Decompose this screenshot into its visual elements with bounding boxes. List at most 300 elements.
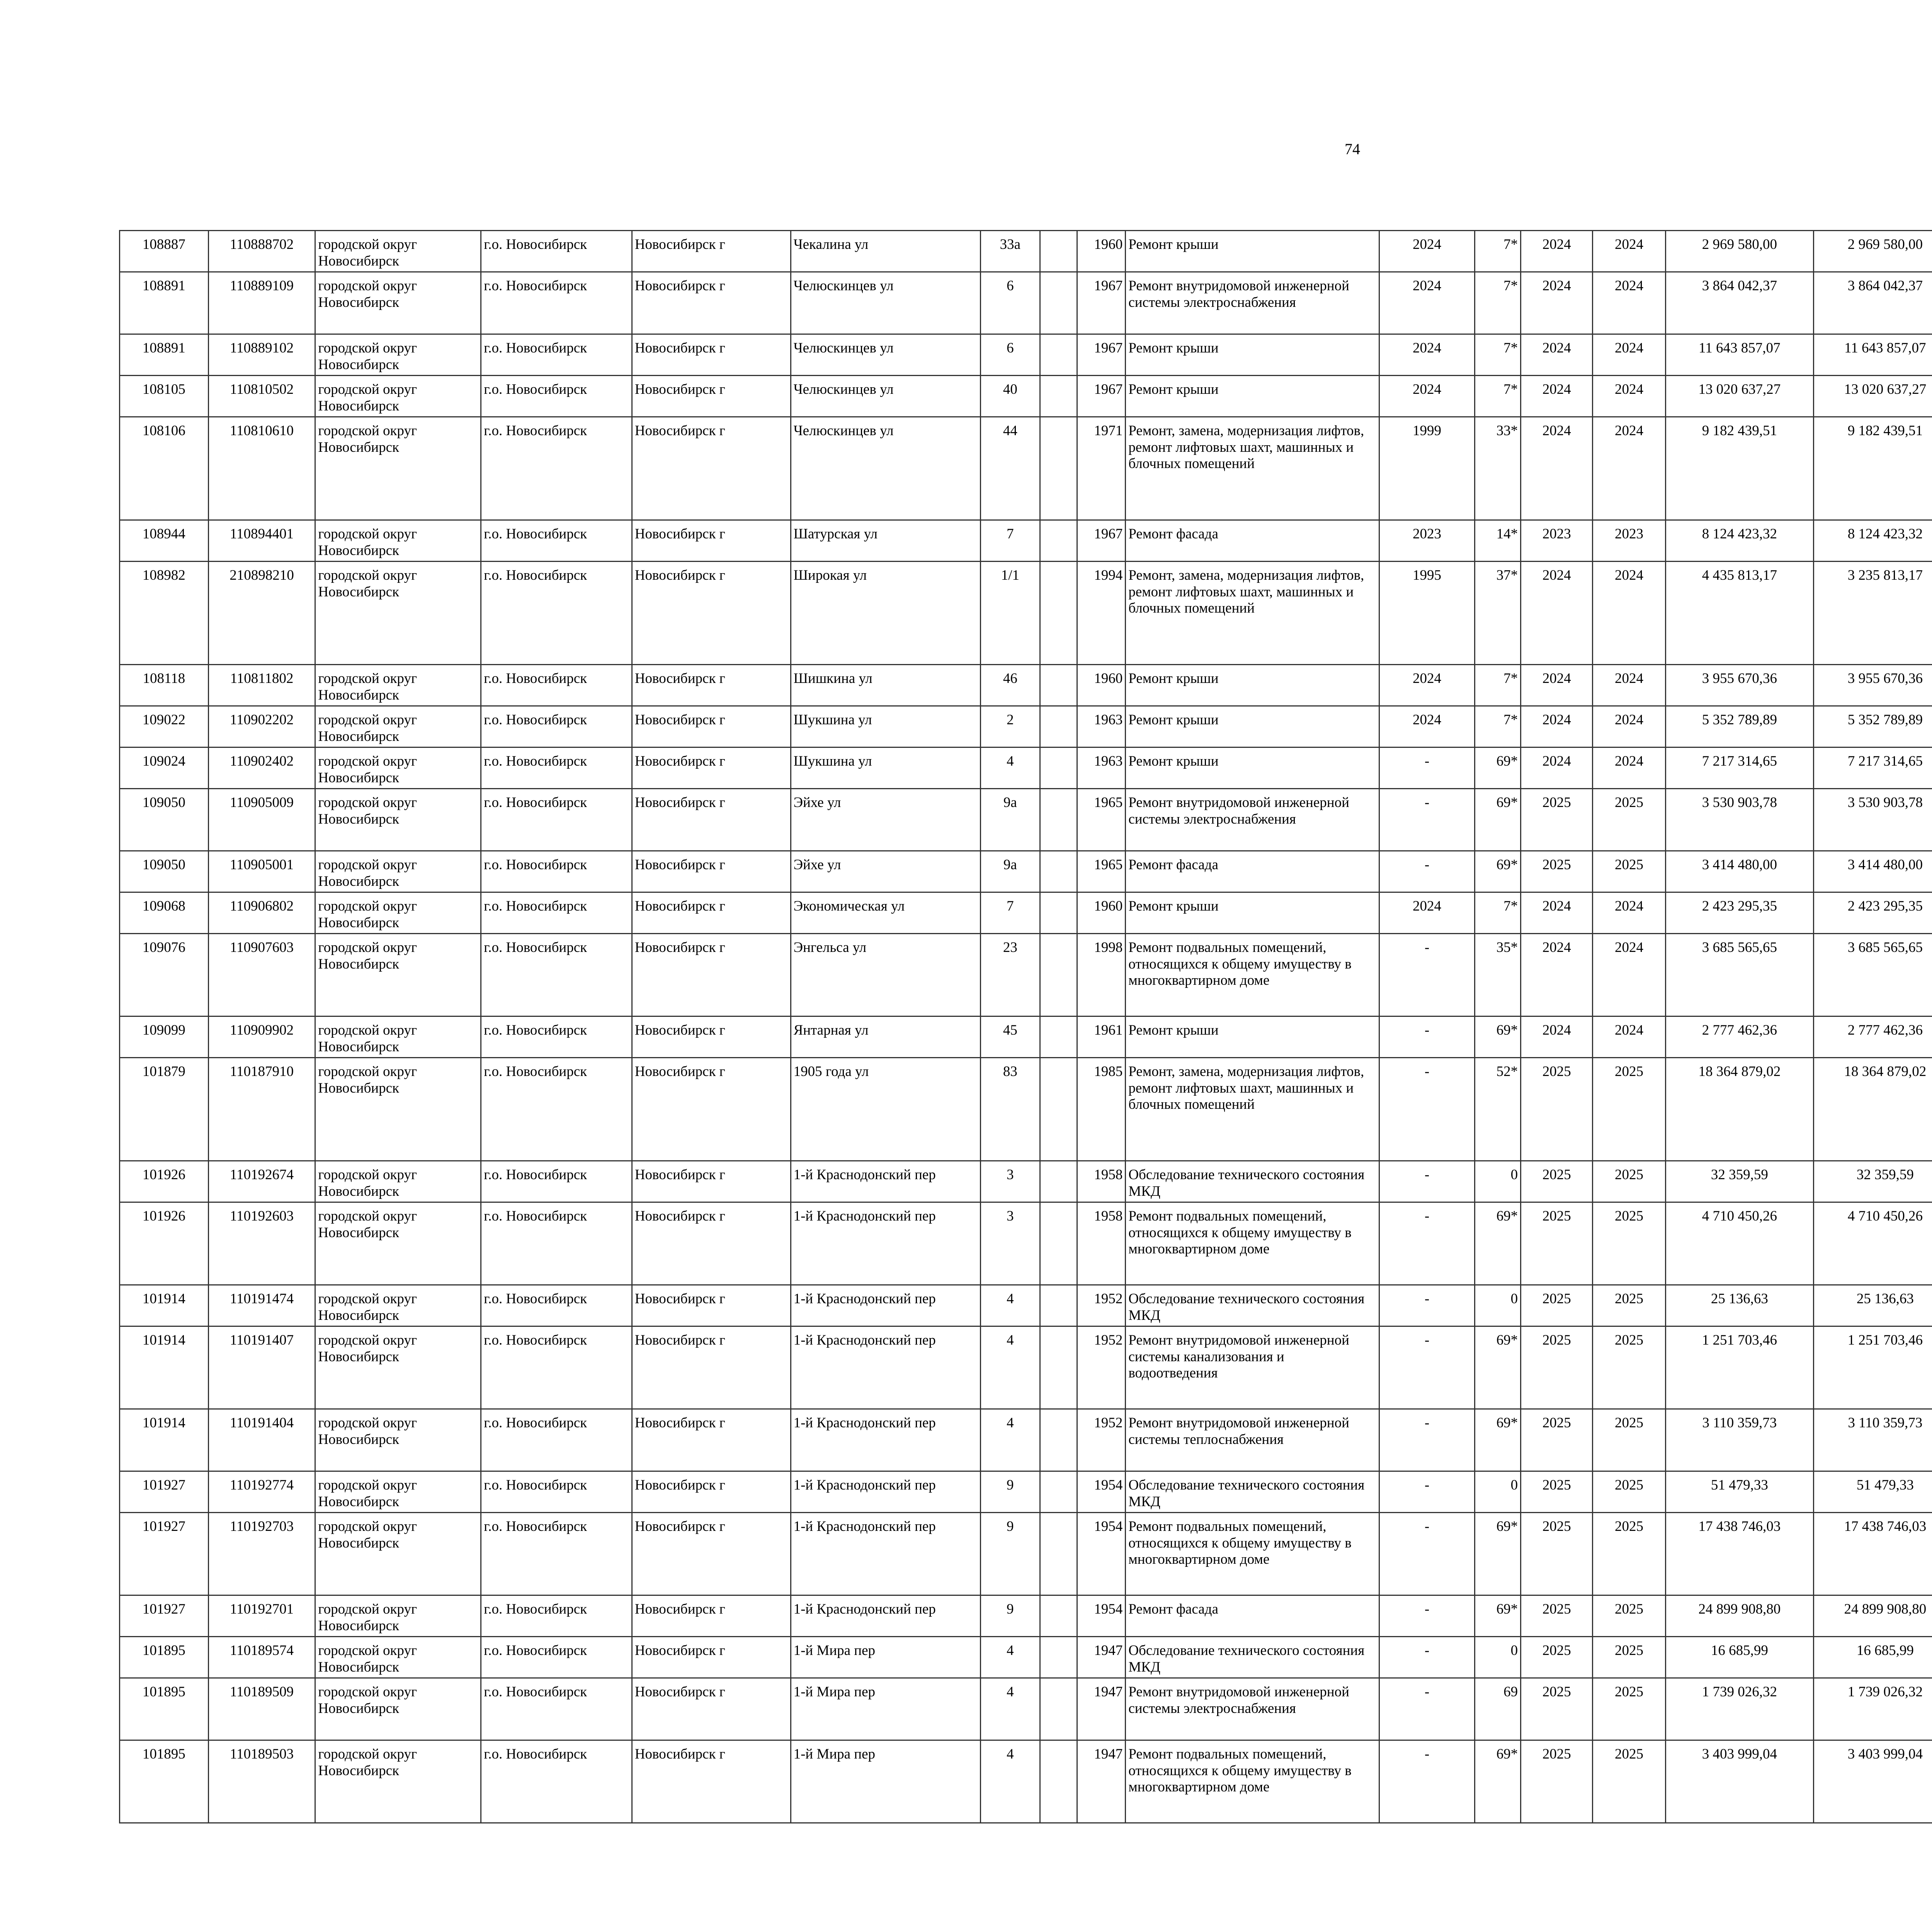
table-row <box>120 562 1932 665</box>
cell-municipality: городской округ Новосибирск <box>315 892 481 934</box>
cell-work-type: Обследование технического состояния МКД <box>1126 1471 1379 1513</box>
cell-locality: Новосибирск г <box>632 747 791 789</box>
cell-last-repair-year: - <box>1379 1161 1475 1202</box>
cell-locality: Новосибирск г <box>632 1409 791 1471</box>
cell-locality: Новосибирск г <box>632 1016 791 1058</box>
cell-planned-start-year: 2025 <box>1521 1740 1593 1823</box>
cell-house-code: 108982 <box>120 562 209 665</box>
cell-building <box>1040 334 1077 376</box>
cell-last-repair-year: 2023 <box>1379 520 1475 562</box>
cell-municipality: городской округ Новосибирск <box>315 334 481 376</box>
table-row <box>120 272 1932 334</box>
cell-work-type: Ремонт крыши <box>1126 706 1379 747</box>
table-row <box>120 1161 1932 1202</box>
cell-house-code: 108891 <box>120 272 209 334</box>
cell-owner-funds: 3 685 565,65 <box>1814 934 1932 1016</box>
cell-work-code: 110889109 <box>208 272 315 334</box>
cell-house-code: 101914 <box>120 1326 209 1409</box>
cell-municipality: городской округ Новосибирск <box>315 1161 481 1202</box>
cell-planned-end-year: 2024 <box>1593 231 1665 272</box>
cell-street: Эйхе ул <box>791 851 980 892</box>
cell-planned-end-year: 2025 <box>1593 1637 1665 1678</box>
cell-house-code: 101914 <box>120 1409 209 1471</box>
cell-work-code: 110187910 <box>208 1058 315 1161</box>
cell-year-built: 1952 <box>1077 1326 1126 1409</box>
cell-year-built: 1960 <box>1077 892 1126 934</box>
cell-settlement-short: г.о. Новосибирск <box>481 376 632 417</box>
cell-settlement-short: г.о. Новосибирск <box>481 417 632 520</box>
cell-standard-term: 0 <box>1475 1285 1521 1326</box>
cell-building <box>1040 1678 1077 1740</box>
cell-house-code: 108891 <box>120 334 209 376</box>
cell-year-built: 1947 <box>1077 1637 1126 1678</box>
cell-building <box>1040 272 1077 334</box>
cell-planned-end-year: 2024 <box>1593 334 1665 376</box>
cell-house-code: 109099 <box>120 1016 209 1058</box>
cell-locality: Новосибирск г <box>632 231 791 272</box>
cell-work-type: Ремонт крыши <box>1126 747 1379 789</box>
cell-house-code: 101926 <box>120 1202 209 1285</box>
cell-building <box>1040 1740 1077 1823</box>
cell-planned-start-year: 2024 <box>1521 706 1593 747</box>
cell-settlement-short: г.о. Новосибирск <box>481 789 632 851</box>
cell-building <box>1040 789 1077 851</box>
cell-house-code: 101895 <box>120 1740 209 1823</box>
cell-house-code: 109068 <box>120 892 209 934</box>
cell-last-repair-year: - <box>1379 1740 1475 1823</box>
cell-work-code: 110894401 <box>208 520 315 562</box>
table-row <box>120 334 1932 376</box>
table-row <box>120 1513 1932 1595</box>
cell-standard-term: 69* <box>1475 1326 1521 1409</box>
cell-total-cost: 16 685,99 <box>1665 1637 1814 1678</box>
cell-building <box>1040 417 1077 520</box>
table-row <box>120 417 1932 520</box>
cell-planned-start-year: 2024 <box>1521 892 1593 934</box>
cell-municipality: городской округ Новосибирск <box>315 1637 481 1678</box>
cell-standard-term: 7* <box>1475 376 1521 417</box>
cell-settlement-short: г.о. Новосибирск <box>481 1678 632 1740</box>
table-row <box>120 1058 1932 1161</box>
cell-work-type: Ремонт, замена, модернизация лифтов, ремонт лифтовых шахт, машинных и блочных помещений <box>1126 562 1379 665</box>
cell-work-type: Ремонт, замена, модернизация лифтов, ремонт лифтовых шахт, машинных и блочных помещений <box>1126 417 1379 520</box>
cell-house-code: 108944 <box>120 520 209 562</box>
cell-year-built: 1954 <box>1077 1471 1126 1513</box>
cell-standard-term: 35* <box>1475 934 1521 1016</box>
cell-house-number: 9а <box>980 789 1040 851</box>
cell-municipality: городской округ Новосибирск <box>315 851 481 892</box>
cell-street: Челюскинцев ул <box>791 272 980 334</box>
cell-owner-funds: 3 403 999,04 <box>1814 1740 1932 1823</box>
cell-year-built: 1967 <box>1077 520 1126 562</box>
cell-work-code: 110909902 <box>208 1016 315 1058</box>
table-row <box>120 376 1932 417</box>
cell-planned-start-year: 2025 <box>1521 1058 1593 1161</box>
cell-owner-funds: 11 643 857,07 <box>1814 334 1932 376</box>
cell-work-code: 110191407 <box>208 1326 315 1409</box>
cell-total-cost: 8 124 423,32 <box>1665 520 1814 562</box>
cell-owner-funds: 8 124 423,32 <box>1814 520 1932 562</box>
cell-house-code: 109050 <box>120 789 209 851</box>
cell-total-cost: 2 777 462,36 <box>1665 1016 1814 1058</box>
cell-last-repair-year: - <box>1379 1595 1475 1637</box>
table-row <box>120 1595 1932 1637</box>
cell-work-type: Ремонт, замена, модернизация лифтов, ремонт лифтовых шахт, машинных и блочных помещений <box>1126 1058 1379 1161</box>
cell-standard-term: 0 <box>1475 1471 1521 1513</box>
cell-total-cost: 4 435 813,17 <box>1665 562 1814 665</box>
cell-house-number: 33а <box>980 231 1040 272</box>
cell-municipality: городской округ Новосибирск <box>315 1595 481 1637</box>
cell-planned-end-year: 2025 <box>1593 1058 1665 1161</box>
cell-standard-term: 52* <box>1475 1058 1521 1161</box>
cell-last-repair-year: 2024 <box>1379 231 1475 272</box>
cell-total-cost: 3 403 999,04 <box>1665 1740 1814 1823</box>
cell-planned-end-year: 2025 <box>1593 851 1665 892</box>
cell-owner-funds: 3 110 359,73 <box>1814 1409 1932 1471</box>
cell-house-code: 109050 <box>120 851 209 892</box>
cell-street: Шукшина ул <box>791 747 980 789</box>
cell-building <box>1040 1202 1077 1285</box>
table-body <box>120 231 1932 1823</box>
cell-standard-term: 7* <box>1475 272 1521 334</box>
cell-planned-start-year: 2025 <box>1521 1161 1593 1202</box>
cell-last-repair-year: - <box>1379 1058 1475 1161</box>
cell-work-type: Ремонт внутридомовой инженерной системы теплоснабжения <box>1126 1409 1379 1471</box>
cell-building <box>1040 1637 1077 1678</box>
cell-street: Эйхе ул <box>791 789 980 851</box>
cell-owner-funds: 24 899 908,80 <box>1814 1595 1932 1637</box>
cell-work-code: 110189574 <box>208 1637 315 1678</box>
cell-year-built: 1960 <box>1077 231 1126 272</box>
cell-street: Челюскинцев ул <box>791 376 980 417</box>
cell-building <box>1040 706 1077 747</box>
cell-street: Шишкина ул <box>791 665 980 706</box>
cell-house-number: 4 <box>980 1678 1040 1740</box>
cell-house-code: 101926 <box>120 1161 209 1202</box>
cell-work-type: Ремонт фасада <box>1126 1595 1379 1637</box>
cell-settlement-short: г.о. Новосибирск <box>481 1285 632 1326</box>
cell-municipality: городской округ Новосибирск <box>315 417 481 520</box>
cell-standard-term: 0 <box>1475 1637 1521 1678</box>
cell-house-code: 101914 <box>120 1285 209 1326</box>
cell-house-number: 40 <box>980 376 1040 417</box>
cell-owner-funds: 13 020 637,27 <box>1814 376 1932 417</box>
cell-standard-term: 7* <box>1475 665 1521 706</box>
cell-building <box>1040 1016 1077 1058</box>
cell-last-repair-year: 2024 <box>1379 376 1475 417</box>
cell-owner-funds: 3 530 903,78 <box>1814 789 1932 851</box>
cell-planned-end-year: 2025 <box>1593 1409 1665 1471</box>
cell-year-built: 1994 <box>1077 562 1126 665</box>
cell-street: 1-й Мира пер <box>791 1740 980 1823</box>
table-row <box>120 665 1932 706</box>
cell-work-type: Ремонт подвальных помещений, относящихся к общему имуществу в многоквартирном доме <box>1126 934 1379 1016</box>
cell-owner-funds: 32 359,59 <box>1814 1161 1932 1202</box>
cell-street: Челюскинцев ул <box>791 334 980 376</box>
cell-locality: Новосибирск г <box>632 1678 791 1740</box>
cell-settlement-short: г.о. Новосибирск <box>481 1016 632 1058</box>
cell-house-code: 101895 <box>120 1637 209 1678</box>
cell-planned-start-year: 2024 <box>1521 272 1593 334</box>
cell-total-cost: 32 359,59 <box>1665 1161 1814 1202</box>
cell-house-number: 9 <box>980 1595 1040 1637</box>
cell-planned-end-year: 2025 <box>1593 1678 1665 1740</box>
cell-house-number: 45 <box>980 1016 1040 1058</box>
cell-locality: Новосибирск г <box>632 1285 791 1326</box>
cell-total-cost: 3 864 042,37 <box>1665 272 1814 334</box>
cell-work-code: 110811802 <box>208 665 315 706</box>
cell-locality: Новосибирск г <box>632 520 791 562</box>
cell-work-type: Ремонт крыши <box>1126 892 1379 934</box>
cell-street: Широкая ул <box>791 562 980 665</box>
cell-settlement-short: г.о. Новосибирск <box>481 747 632 789</box>
cell-planned-start-year: 2025 <box>1521 1513 1593 1595</box>
cell-house-number: 7 <box>980 520 1040 562</box>
cell-total-cost: 18 364 879,02 <box>1665 1058 1814 1161</box>
cell-street: 1-й Краснодонский пер <box>791 1513 980 1595</box>
cell-building <box>1040 665 1077 706</box>
cell-work-code: 110189503 <box>208 1740 315 1823</box>
cell-settlement-short: г.о. Новосибирск <box>481 272 632 334</box>
cell-building <box>1040 892 1077 934</box>
cell-standard-term: 7* <box>1475 231 1521 272</box>
cell-planned-end-year: 2025 <box>1593 1513 1665 1595</box>
cell-standard-term: 69* <box>1475 1409 1521 1471</box>
cell-street: 1905 года ул <box>791 1058 980 1161</box>
cell-settlement-short: г.о. Новосибирск <box>481 892 632 934</box>
cell-house-number: 9 <box>980 1471 1040 1513</box>
cell-last-repair-year: - <box>1379 1678 1475 1740</box>
cell-house-code: 101927 <box>120 1595 209 1637</box>
cell-planned-start-year: 2024 <box>1521 231 1593 272</box>
table-row <box>120 851 1932 892</box>
cell-street: Экономическая ул <box>791 892 980 934</box>
cell-municipality: городской округ Новосибирск <box>315 562 481 665</box>
cell-total-cost: 25 136,63 <box>1665 1285 1814 1326</box>
cell-work-type: Ремонт крыши <box>1126 231 1379 272</box>
cell-house-number: 9а <box>980 851 1040 892</box>
table-row <box>120 1471 1932 1513</box>
table-row <box>120 1326 1932 1409</box>
cell-settlement-short: г.о. Новосибирск <box>481 1058 632 1161</box>
cell-locality: Новосибирск г <box>632 334 791 376</box>
cell-year-built: 1967 <box>1077 376 1126 417</box>
table-row <box>120 789 1932 851</box>
cell-total-cost: 11 643 857,07 <box>1665 334 1814 376</box>
cell-last-repair-year: - <box>1379 851 1475 892</box>
cell-work-code: 110889102 <box>208 334 315 376</box>
cell-owner-funds: 17 438 746,03 <box>1814 1513 1932 1595</box>
cell-locality: Новосибирск г <box>632 665 791 706</box>
cell-planned-end-year: 2025 <box>1593 1202 1665 1285</box>
cell-owner-funds: 3 955 670,36 <box>1814 665 1932 706</box>
cell-total-cost: 3 685 565,65 <box>1665 934 1814 1016</box>
cell-municipality: городской округ Новосибирск <box>315 376 481 417</box>
cell-building <box>1040 520 1077 562</box>
cell-building <box>1040 562 1077 665</box>
cell-building <box>1040 231 1077 272</box>
cell-last-repair-year: - <box>1379 1637 1475 1678</box>
cell-owner-funds: 25 136,63 <box>1814 1285 1932 1326</box>
cell-settlement-short: г.о. Новосибирск <box>481 1637 632 1678</box>
cell-owner-funds: 3 864 042,37 <box>1814 272 1932 334</box>
cell-municipality: городской округ Новосибирск <box>315 1326 481 1409</box>
cell-locality: Новосибирск г <box>632 789 791 851</box>
cell-planned-start-year: 2025 <box>1521 1409 1593 1471</box>
cell-work-type: Ремонт внутридомовой инженерной системы электроснабжения <box>1126 789 1379 851</box>
cell-year-built: 1965 <box>1077 789 1126 851</box>
cell-settlement-short: г.о. Новосибирск <box>481 1740 632 1823</box>
cell-year-built: 1985 <box>1077 1058 1126 1161</box>
cell-standard-term: 7* <box>1475 706 1521 747</box>
cell-year-built: 1947 <box>1077 1740 1126 1823</box>
cell-house-number: 4 <box>980 747 1040 789</box>
cell-street: Энгельса ул <box>791 934 980 1016</box>
cell-year-built: 1998 <box>1077 934 1126 1016</box>
cell-municipality: городской округ Новосибирск <box>315 1058 481 1161</box>
cell-settlement-short: г.о. Новосибирск <box>481 1202 632 1285</box>
cell-building <box>1040 376 1077 417</box>
cell-owner-funds: 7 217 314,65 <box>1814 747 1932 789</box>
cell-work-code: 110905001 <box>208 851 315 892</box>
cell-planned-start-year: 2024 <box>1521 334 1593 376</box>
cell-year-built: 1960 <box>1077 665 1126 706</box>
cell-work-code: 110902202 <box>208 706 315 747</box>
cell-house-number: 6 <box>980 334 1040 376</box>
cell-owner-funds: 1 251 703,46 <box>1814 1326 1932 1409</box>
cell-work-code: 110810610 <box>208 417 315 520</box>
cell-standard-term: 69* <box>1475 1740 1521 1823</box>
cell-planned-start-year: 2025 <box>1521 851 1593 892</box>
cell-house-code: 109024 <box>120 747 209 789</box>
cell-standard-term: 7* <box>1475 334 1521 376</box>
cell-standard-term: 69 <box>1475 1678 1521 1740</box>
table-row <box>120 1285 1932 1326</box>
cell-locality: Новосибирск г <box>632 934 791 1016</box>
cell-work-type: Ремонт крыши <box>1126 665 1379 706</box>
cell-municipality: городской округ Новосибирск <box>315 1409 481 1471</box>
cell-settlement-short: г.о. Новосибирск <box>481 562 632 665</box>
cell-work-type: Обследование технического состояния МКД <box>1126 1637 1379 1678</box>
cell-house-number: 4 <box>980 1409 1040 1471</box>
cell-settlement-short: г.о. Новосибирск <box>481 1326 632 1409</box>
cell-total-cost: 3 530 903,78 <box>1665 789 1814 851</box>
cell-year-built: 1954 <box>1077 1595 1126 1637</box>
cell-building <box>1040 1513 1077 1595</box>
page-number: 74 <box>1345 140 1360 158</box>
cell-settlement-short: г.о. Новосибирск <box>481 520 632 562</box>
cell-work-code: 110189509 <box>208 1678 315 1740</box>
cell-standard-term: 14* <box>1475 520 1521 562</box>
cell-owner-funds: 1 739 026,32 <box>1814 1678 1932 1740</box>
cell-municipality: городской округ Новосибирск <box>315 1471 481 1513</box>
cell-planned-start-year: 2023 <box>1521 520 1593 562</box>
cell-last-repair-year: - <box>1379 1326 1475 1409</box>
table-row <box>120 747 1932 789</box>
cell-total-cost: 9 182 439,51 <box>1665 417 1814 520</box>
cell-year-built: 1963 <box>1077 706 1126 747</box>
cell-total-cost: 1 739 026,32 <box>1665 1678 1814 1740</box>
cell-last-repair-year: 1999 <box>1379 417 1475 520</box>
cell-building <box>1040 1285 1077 1326</box>
cell-street: 1-й Мира пер <box>791 1678 980 1740</box>
cell-last-repair-year: 2024 <box>1379 706 1475 747</box>
cell-total-cost: 3 955 670,36 <box>1665 665 1814 706</box>
cell-house-code: 109076 <box>120 934 209 1016</box>
cell-street: 1-й Краснодонский пер <box>791 1471 980 1513</box>
cell-house-number: 7 <box>980 892 1040 934</box>
cell-work-type: Ремонт подвальных помещений, относящихся к общему имуществу в многоквартирном доме <box>1126 1740 1379 1823</box>
cell-house-number: 4 <box>980 1740 1040 1823</box>
cell-last-repair-year: 2024 <box>1379 892 1475 934</box>
cell-total-cost: 2 423 295,35 <box>1665 892 1814 934</box>
cell-work-code: 110907603 <box>208 934 315 1016</box>
cell-last-repair-year: - <box>1379 1202 1475 1285</box>
cell-locality: Новосибирск г <box>632 376 791 417</box>
cell-planned-start-year: 2025 <box>1521 789 1593 851</box>
cell-year-built: 1967 <box>1077 272 1126 334</box>
cell-planned-start-year: 2025 <box>1521 1285 1593 1326</box>
cell-year-built: 1952 <box>1077 1285 1126 1326</box>
cell-municipality: городской округ Новосибирск <box>315 789 481 851</box>
cell-planned-start-year: 2025 <box>1521 1471 1593 1513</box>
cell-last-repair-year: 1995 <box>1379 562 1475 665</box>
cell-planned-start-year: 2024 <box>1521 562 1593 665</box>
capital-repair-table <box>119 230 1932 1823</box>
cell-settlement-short: г.о. Новосибирск <box>481 1409 632 1471</box>
cell-house-code: 101927 <box>120 1513 209 1595</box>
cell-locality: Новосибирск г <box>632 1058 791 1161</box>
cell-planned-start-year: 2024 <box>1521 1016 1593 1058</box>
table-row <box>120 1678 1932 1740</box>
cell-street: Шатурская ул <box>791 520 980 562</box>
cell-locality: Новосибирск г <box>632 1161 791 1202</box>
cell-standard-term: 69* <box>1475 789 1521 851</box>
cell-planned-end-year: 2024 <box>1593 417 1665 520</box>
cell-house-number: 23 <box>980 934 1040 1016</box>
cell-work-code: 110902402 <box>208 747 315 789</box>
cell-planned-end-year: 2024 <box>1593 892 1665 934</box>
cell-year-built: 1971 <box>1077 417 1126 520</box>
cell-standard-term: 33* <box>1475 417 1521 520</box>
cell-year-built: 1952 <box>1077 1409 1126 1471</box>
cell-street: 1-й Краснодонский пер <box>791 1202 980 1285</box>
cell-house-number: 4 <box>980 1637 1040 1678</box>
cell-last-repair-year: - <box>1379 747 1475 789</box>
cell-street: 1-й Краснодонский пер <box>791 1285 980 1326</box>
cell-work-code: 110810502 <box>208 376 315 417</box>
cell-last-repair-year: - <box>1379 1285 1475 1326</box>
cell-work-type: Ремонт внутридомовой инженерной системы электроснабжения <box>1126 272 1379 334</box>
cell-house-number: 46 <box>980 665 1040 706</box>
cell-street: 1-й Мира пер <box>791 1637 980 1678</box>
cell-planned-start-year: 2025 <box>1521 1595 1593 1637</box>
cell-planned-start-year: 2024 <box>1521 417 1593 520</box>
cell-planned-end-year: 2024 <box>1593 934 1665 1016</box>
cell-work-type: Ремонт фасада <box>1126 851 1379 892</box>
cell-year-built: 1967 <box>1077 334 1126 376</box>
cell-locality: Новосибирск г <box>632 1740 791 1823</box>
cell-locality: Новосибирск г <box>632 851 791 892</box>
cell-standard-term: 69* <box>1475 1202 1521 1285</box>
cell-planned-end-year: 2024 <box>1593 1016 1665 1058</box>
cell-last-repair-year: - <box>1379 789 1475 851</box>
cell-last-repair-year: - <box>1379 1016 1475 1058</box>
cell-building <box>1040 1058 1077 1161</box>
cell-building <box>1040 1409 1077 1471</box>
cell-total-cost: 2 969 580,00 <box>1665 231 1814 272</box>
cell-planned-end-year: 2024 <box>1593 376 1665 417</box>
